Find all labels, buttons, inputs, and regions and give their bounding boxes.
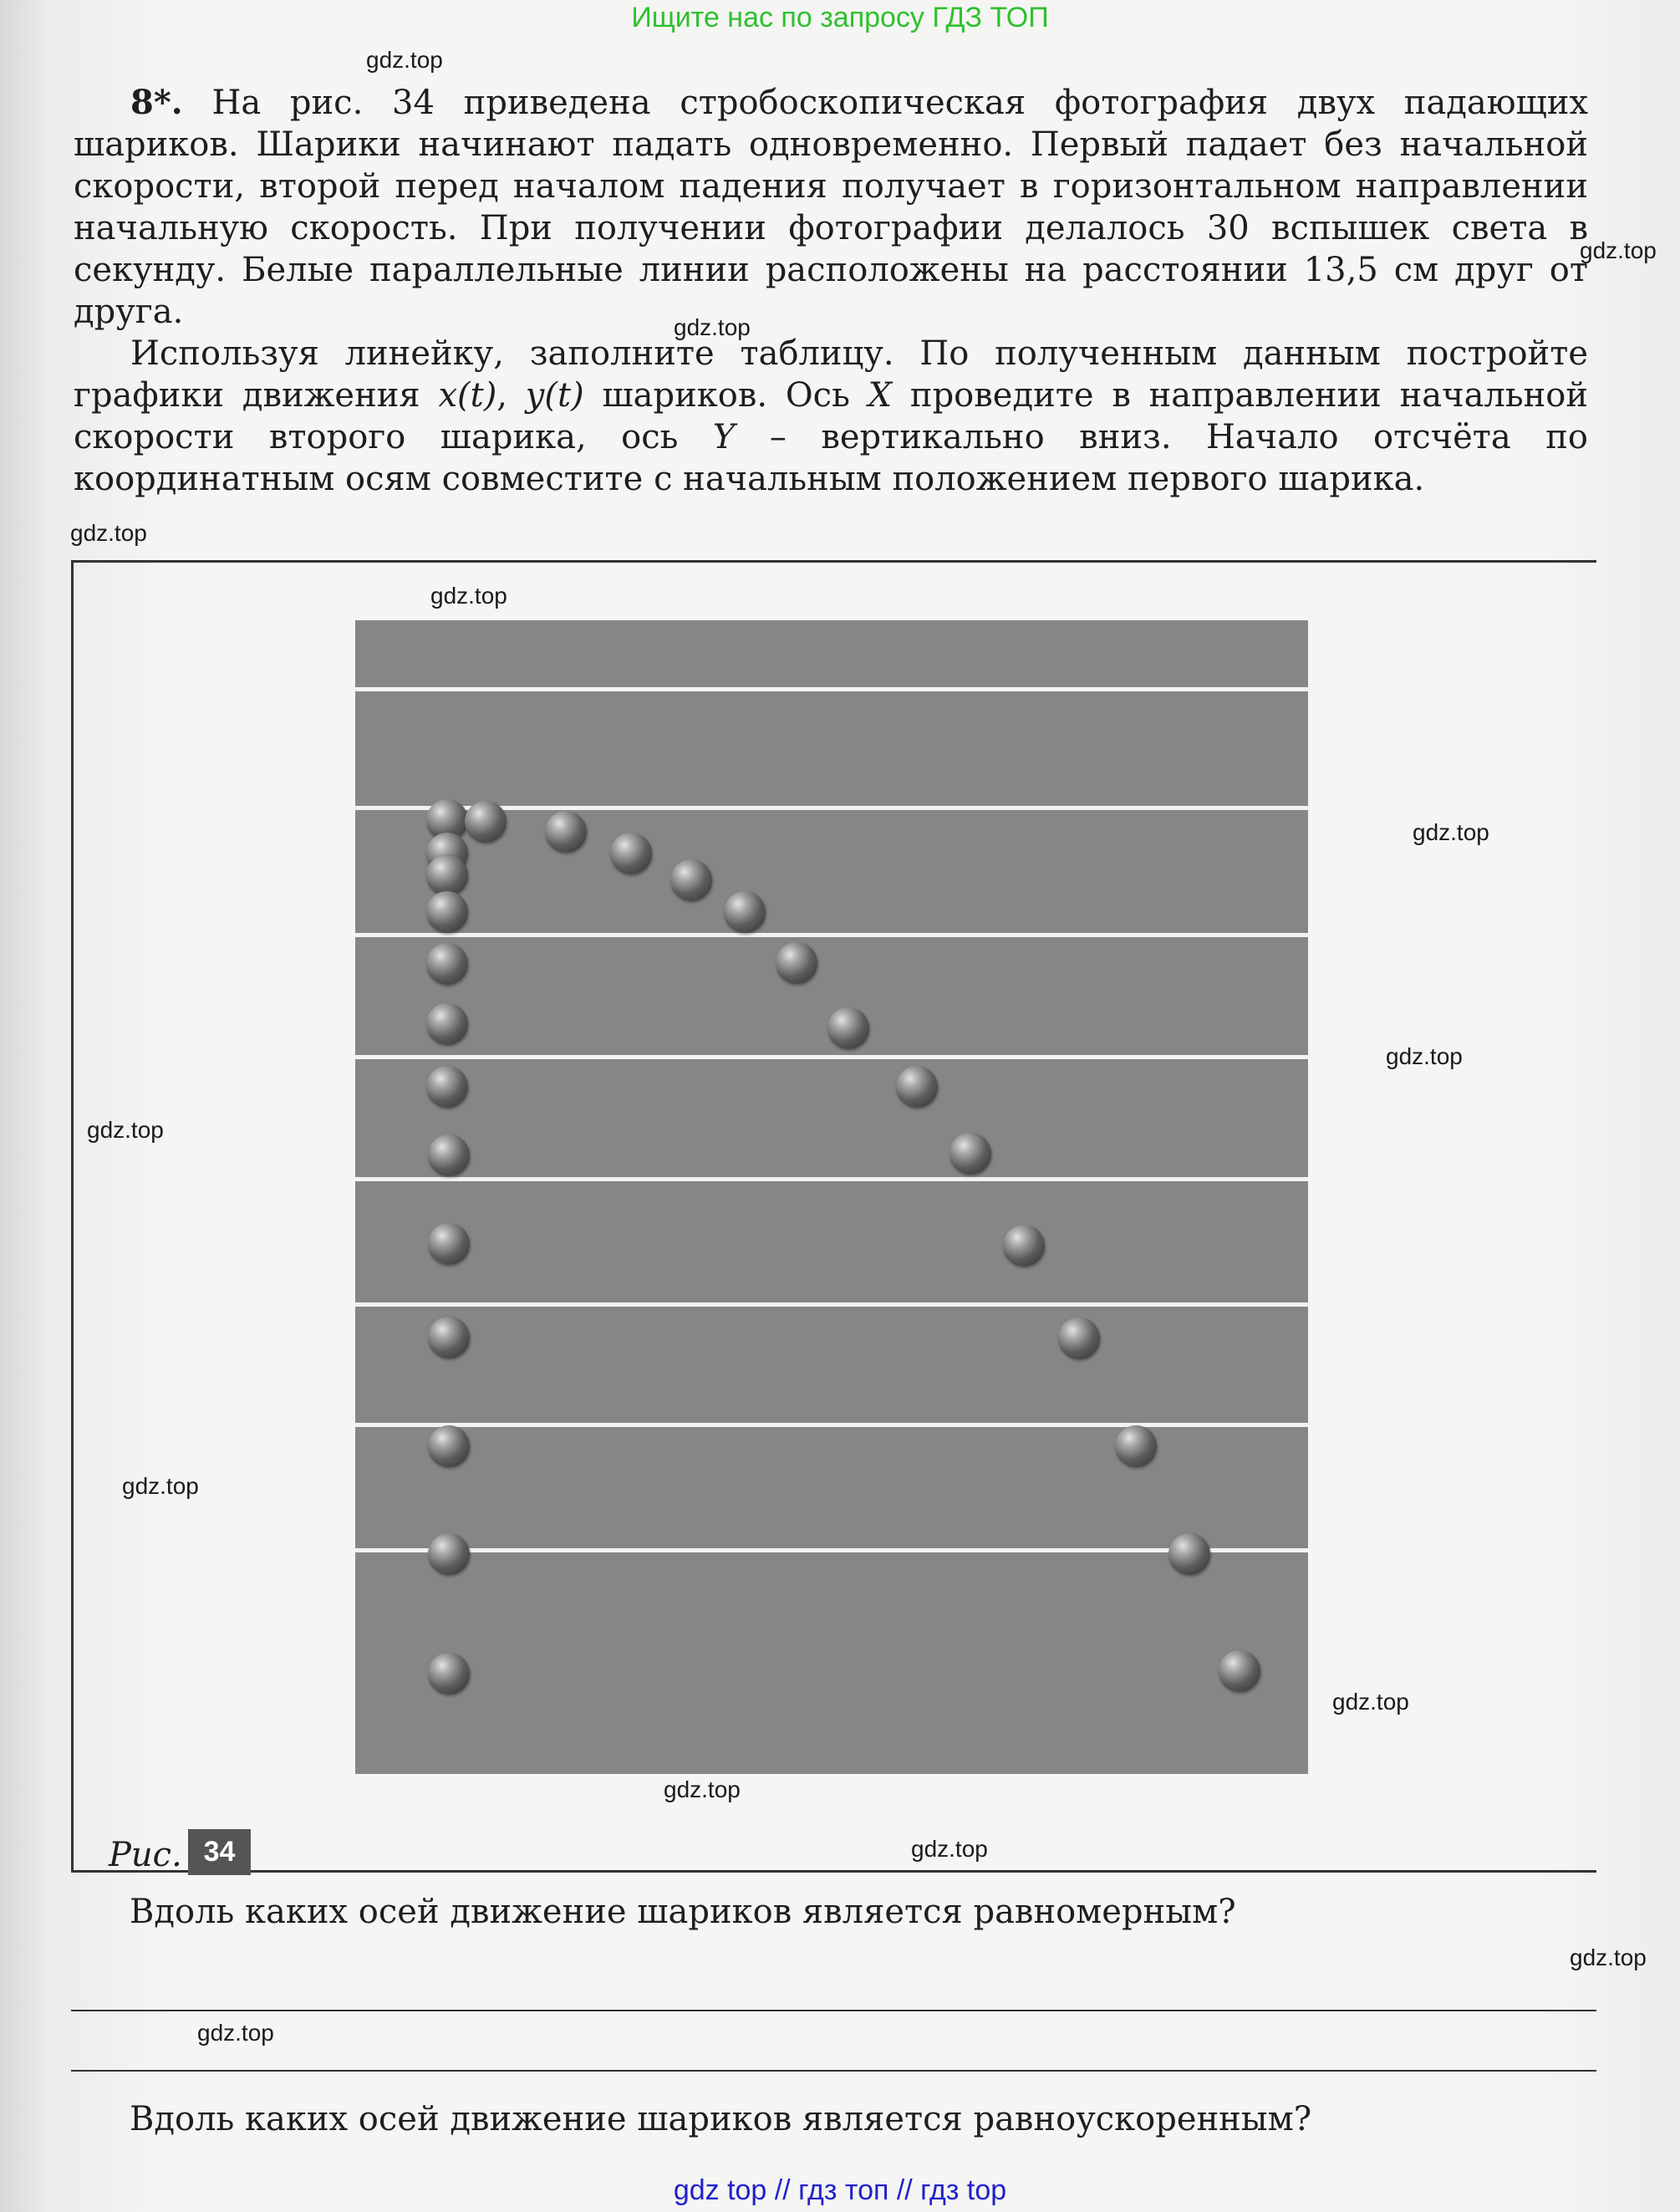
white-line xyxy=(355,687,1308,691)
first-ball xyxy=(428,1533,470,1575)
figure-caption: Рис. xyxy=(109,1836,182,1874)
answer-line[interactable] xyxy=(71,2070,1596,2072)
formula-y-of-t: y(t) xyxy=(525,376,584,415)
second-ball xyxy=(776,942,817,984)
first-ball xyxy=(428,1223,470,1265)
watermark: gdz.top xyxy=(1386,1043,1463,1069)
second-ball xyxy=(610,833,652,874)
task-instruction: – вертикально вниз. Начало отсчёта по координатным осям совместите с начальным положением первого шарика. xyxy=(74,418,1588,498)
task-instruction: , xyxy=(496,376,526,415)
white-line xyxy=(355,1302,1308,1307)
watermark: gdz.top xyxy=(911,1836,988,1862)
task-paragraph-2 xyxy=(74,333,1588,500)
watermark: gdz.top xyxy=(1580,237,1657,263)
watermark: gdz.top xyxy=(430,583,507,609)
watermark: gdz.top xyxy=(1413,819,1489,845)
second-ball xyxy=(545,811,587,853)
task-instruction: шариков. Ось xyxy=(583,376,868,415)
second-ball xyxy=(1058,1318,1100,1359)
watermark: gdz.top xyxy=(1570,1944,1647,1970)
watermark: gdz.top xyxy=(1332,1689,1409,1715)
white-line xyxy=(355,1055,1308,1059)
first-ball xyxy=(428,1317,470,1358)
second-ball xyxy=(949,1133,991,1175)
formula-x-of-t: x(t) xyxy=(438,376,497,415)
first-ball xyxy=(428,1134,470,1176)
axis-y-symbol: Y xyxy=(712,418,736,456)
first-ball xyxy=(428,1425,470,1467)
task-instruction: проведите в направлении начальной скорости второго шарика, ось xyxy=(74,376,1589,456)
first-ball xyxy=(428,1653,470,1695)
watermark: gdz.top xyxy=(197,2020,274,2046)
task-paragraph-1 xyxy=(74,82,1588,333)
figure-number-badge: 34 xyxy=(188,1829,251,1875)
answer-line[interactable] xyxy=(71,2010,1596,2011)
bottom-banner-link[interactable]: gdz top // гдз топ // гдз top xyxy=(673,2174,1007,2206)
question-uniform-motion: Вдоль каких осей движение шариков является равномерным? xyxy=(130,1893,1236,1931)
watermark: gdz.top xyxy=(674,314,751,340)
first-ball xyxy=(426,1003,468,1045)
watermark: gdz.top xyxy=(366,47,443,73)
second-ball xyxy=(724,891,766,933)
question-accelerated-motion: Вдоль каких осей движение шариков является равноускоренным? xyxy=(130,2100,1312,2138)
white-line xyxy=(355,1177,1308,1181)
second-ball xyxy=(670,859,712,901)
task-number: 8*. xyxy=(130,83,183,122)
watermark: gdz.top xyxy=(70,520,147,546)
axis-x-symbol: X xyxy=(868,376,893,415)
first-ball xyxy=(426,943,468,985)
second-ball xyxy=(1219,1650,1260,1692)
watermark: gdz.top xyxy=(87,1117,164,1143)
task-text xyxy=(74,82,1588,500)
stroboscopic-photo xyxy=(355,620,1308,1774)
white-line xyxy=(355,1548,1308,1552)
task-statement: На рис. 34 приведена стробоскопическая фотография двух падающих шариков. Шарики начинают падать одновременно. Первый падает без начальной скорости, второй перед началом падения получает в горизонтальном направлении начальную скорость. При получении фотографии делалось 30 вспышек света в секунду. Белые параллельные линии расположены на расстоянии 13,5 см друг от друга. xyxy=(74,84,1589,331)
first-ball xyxy=(426,854,468,896)
second-ball xyxy=(896,1066,938,1108)
second-ball xyxy=(1168,1533,1210,1575)
second-ball xyxy=(465,801,507,843)
white-line xyxy=(355,1423,1308,1427)
second-ball xyxy=(1003,1225,1045,1267)
first-ball xyxy=(426,1066,468,1108)
first-ball xyxy=(426,891,468,933)
task-instruction: Используя линейку, заполните таблицу. По полученным данным постройте графики движения xyxy=(74,334,1588,415)
watermark: gdz.top xyxy=(122,1473,199,1499)
white-line xyxy=(355,933,1308,937)
second-ball xyxy=(1115,1425,1157,1467)
watermark: gdz.top xyxy=(664,1776,741,1802)
second-ball xyxy=(827,1007,869,1049)
top-banner-link[interactable]: Ищите нас по запросу ГДЗ ТОП xyxy=(631,2,1049,33)
